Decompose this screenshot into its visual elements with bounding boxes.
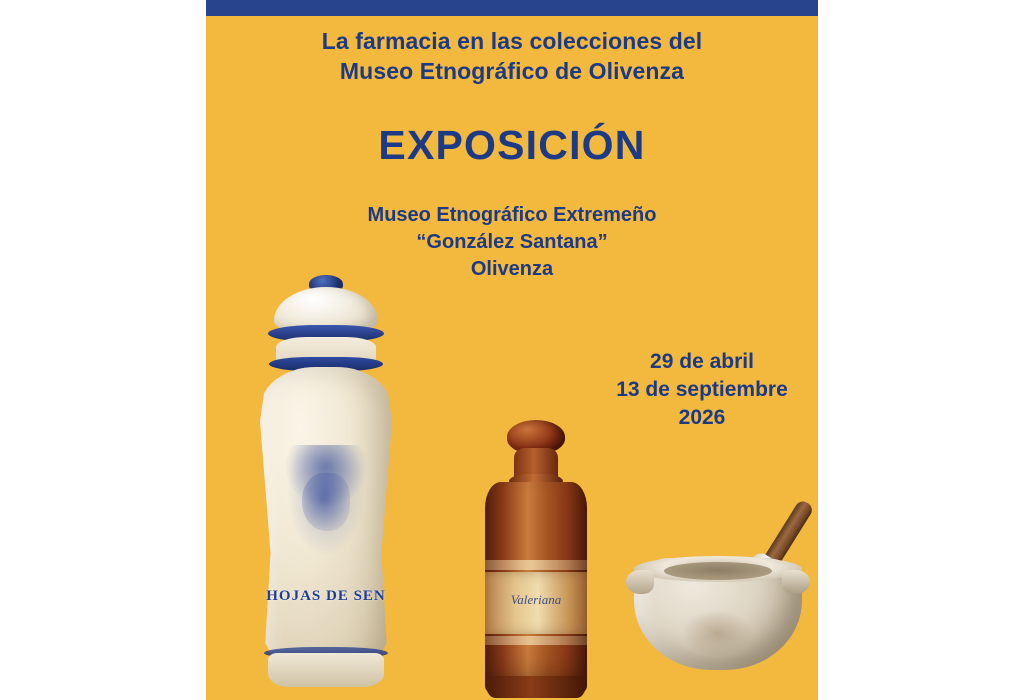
amber-bottle-upper-band (485, 560, 587, 570)
headline-exposicion: EXPOSICIÓN (378, 122, 646, 168)
mortar-inner-cavity (664, 562, 772, 580)
venue-line-2: “González Santana” (416, 231, 608, 253)
poster-body (206, 0, 818, 700)
mortar-and-pestle-image (624, 480, 814, 680)
mortar-right-lug (782, 570, 810, 594)
date-year: 2026 (678, 406, 726, 429)
title-line-2: Museo Etnográfico de Olivenza (339, 58, 685, 84)
albarello-foot (268, 653, 384, 687)
albarello-lion-motif (302, 473, 350, 531)
amber-bottle-label-text: Valeriana (510, 592, 562, 607)
albarello-jar-image (246, 275, 406, 700)
amber-bottle-lower-band (485, 636, 587, 645)
venue-line-1: Museo Etnográfico Extremeño (367, 204, 657, 226)
amber-bottle-base (485, 676, 587, 698)
amber-bottle-image (476, 420, 596, 700)
date-start: 29 de abril (650, 350, 754, 373)
mortar-surface-stain (682, 610, 752, 656)
mortar-left-lug (626, 570, 654, 594)
albarello-inscription: HOJAS DE SEN (266, 588, 386, 604)
date-end: 13 de septiembre (616, 378, 788, 401)
venue-line-3: Olivenza (470, 258, 554, 280)
object-photographs (206, 0, 818, 700)
title-line-1: La farmacia en las colecciones del (321, 28, 703, 54)
